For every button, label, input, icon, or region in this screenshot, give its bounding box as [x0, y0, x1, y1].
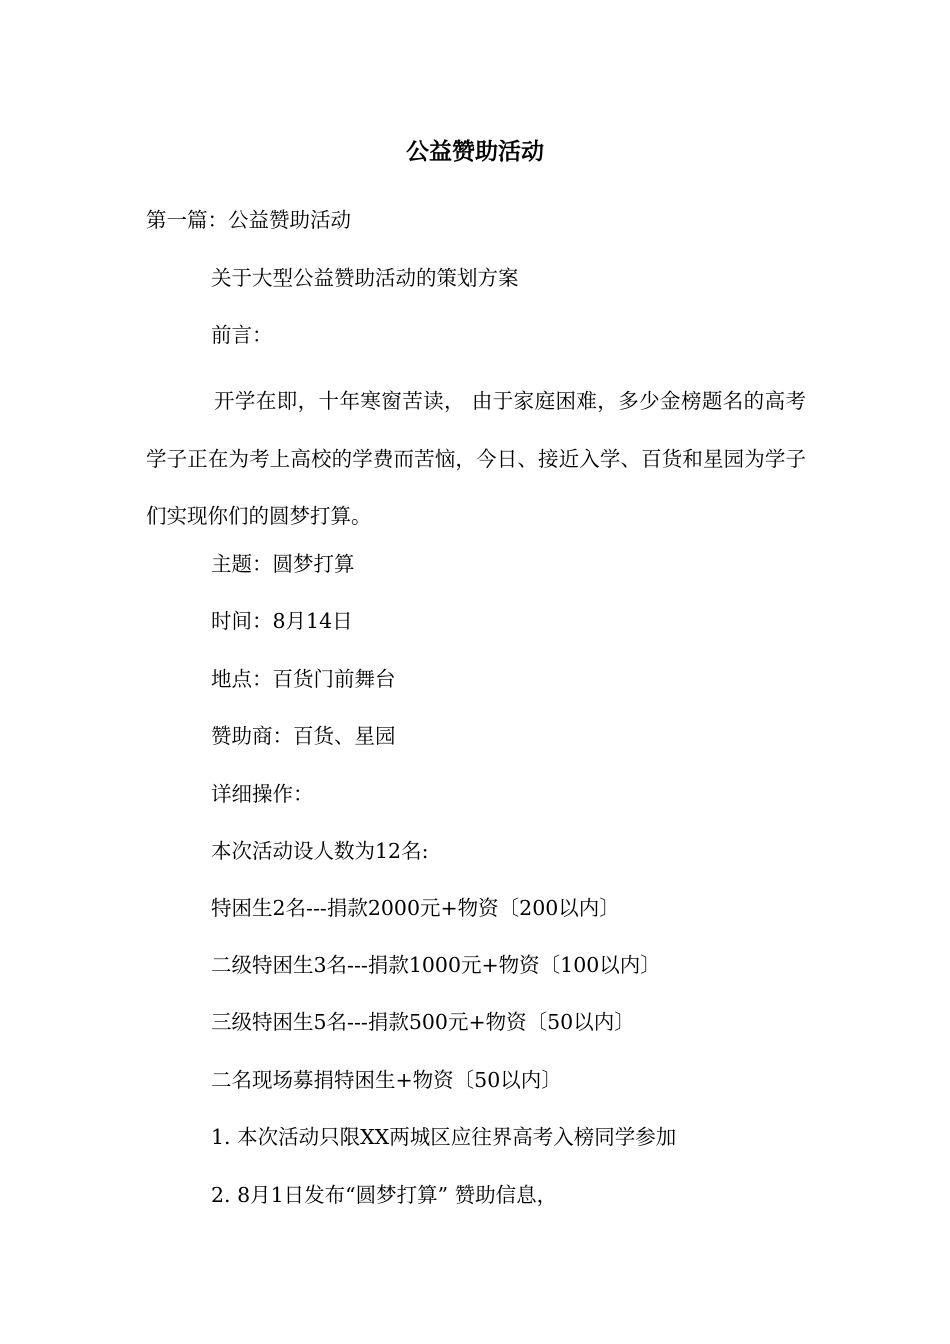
chapter-heading: 第一篇：公益赞助活动 — [146, 208, 351, 232]
time-line: 时间：8月14日 — [211, 609, 353, 633]
rule-item: 1. 本次活动只限XX两城区应往界高考入榜同学参加 — [211, 1125, 677, 1149]
tier-line: 特困生2名---捐款2000元+物资〔200以内〕 — [211, 896, 620, 920]
participants-line: 本次活动设人数为12名: — [211, 839, 429, 863]
plan-subtitle: 关于大型公益赞助活动的策划方案 — [211, 266, 519, 290]
preface-label: 前言： — [211, 323, 273, 347]
location-line: 地点：百货门前舞台 — [211, 667, 396, 691]
rule-item: 2. 8月1日发布“圆梦打算” 赞助信息， — [211, 1183, 558, 1207]
preface-paragraph: 开学在即，十年寒窗苦读， 由于家庭困难，多少金榜题名的高考学子正在为考上高校的学费而苦恼，今日、接近入学、百货和星园为学子们实现你们的圆梦打算。 — [146, 389, 806, 528]
tier-line: 三级特困生5名---捐款500元+物资〔50以内〕 — [211, 1010, 635, 1034]
document-title: 公益赞助活动 — [406, 138, 544, 165]
tier-line: 二级特困生3名---捐款1000元+物资〔100以内〕 — [211, 953, 661, 977]
details-label: 详细操作： — [211, 782, 314, 806]
sponsors-line: 赞助商：百货、星园 — [211, 724, 396, 748]
theme-line: 主题：圆梦打算 — [211, 552, 355, 576]
tier-line: 二名现场募捐特困生+物资〔50以内〕 — [211, 1068, 562, 1092]
